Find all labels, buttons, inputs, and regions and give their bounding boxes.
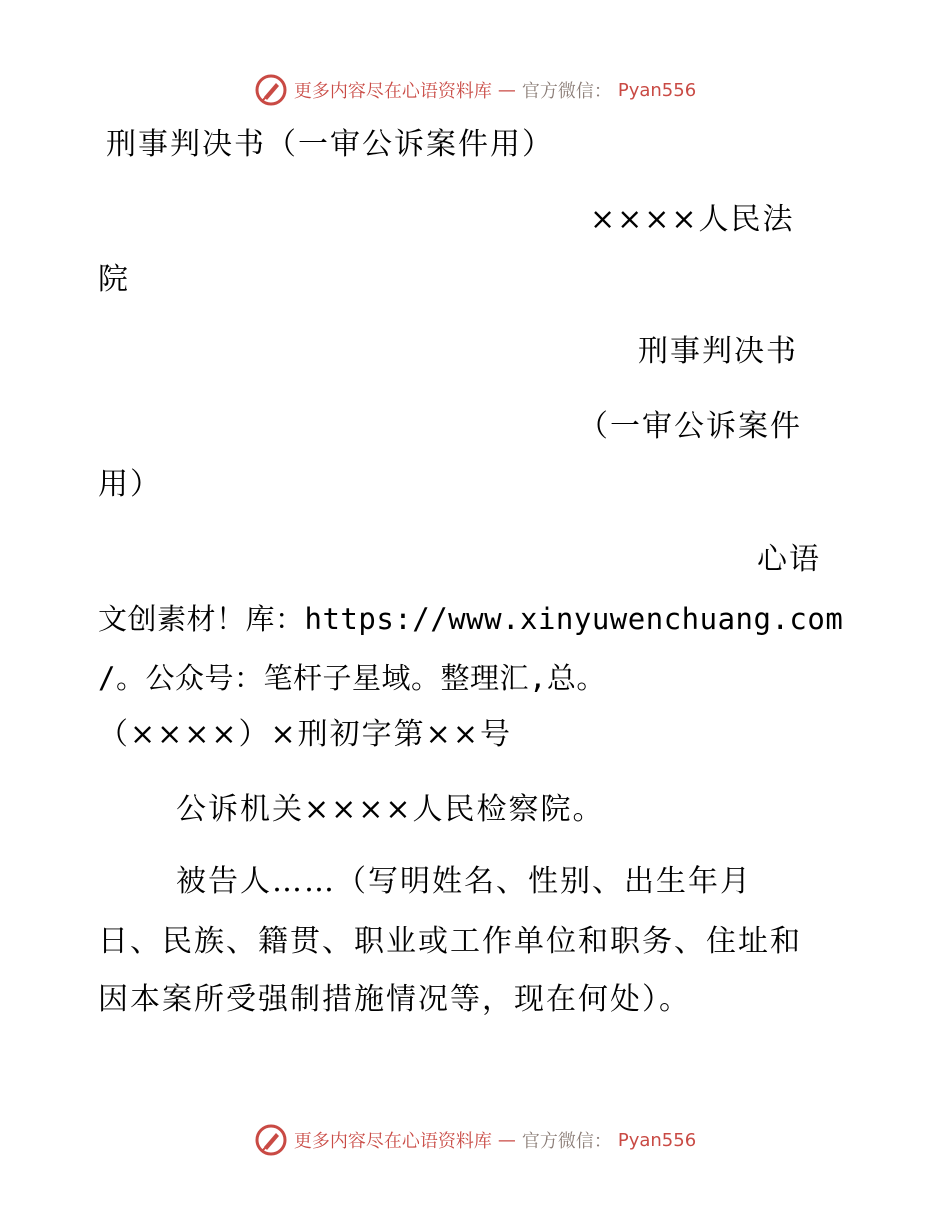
defendant-line-1: 被告人……（写明姓名、性别、出生年月 bbox=[176, 864, 752, 899]
watermark-brand-text: 更多内容尽在心语资料库 bbox=[293, 81, 492, 102]
pen-logo-icon bbox=[254, 73, 288, 107]
watermark-label: 官方微信： bbox=[521, 81, 612, 102]
source-line-2: 文创素材！库：https://www.xinyuwenchuang.com bbox=[98, 602, 844, 636]
court-name-line-1: ××××人民法 bbox=[590, 202, 795, 237]
footer-watermark bbox=[0, 1120, 950, 1160]
case-number: （××××）×刑初字第××号 bbox=[98, 717, 512, 752]
document-title: 刑事判决书 bbox=[638, 334, 798, 369]
watermark-label: 官方微信： bbox=[521, 1131, 612, 1152]
watermark-account: Pyan556 bbox=[617, 1129, 697, 1151]
watermark-separator: — bbox=[497, 1129, 516, 1151]
source-line-1: 心语 bbox=[757, 542, 821, 577]
watermark-separator: — bbox=[497, 79, 516, 101]
watermark-brand-text: 更多内容尽在心语资料库 bbox=[293, 1131, 492, 1152]
watermark-account: Pyan556 bbox=[617, 79, 697, 101]
court-name-line-2: 院 bbox=[98, 262, 130, 297]
defendant-line-2: 日、民族、籍贯、职业或工作单位和职务、住址和 bbox=[98, 924, 802, 959]
source-line-3: /。公众号：笔杆子星域。整理汇,总。 bbox=[98, 661, 606, 695]
document-heading: 刑事判决书（一审公诉案件用） bbox=[106, 127, 554, 162]
pen-logo-icon bbox=[254, 1123, 288, 1157]
defendant-line-3: 因本案所受强制措施情况等，现在何处）。 bbox=[98, 982, 691, 1017]
header-watermark bbox=[0, 70, 950, 110]
document-subtitle-line-1: （一审公诉案件 bbox=[578, 409, 802, 444]
prosecutor-line: 公诉机关××××人民检察院。 bbox=[176, 792, 605, 827]
document-subtitle-line-2: 用） bbox=[98, 467, 162, 502]
